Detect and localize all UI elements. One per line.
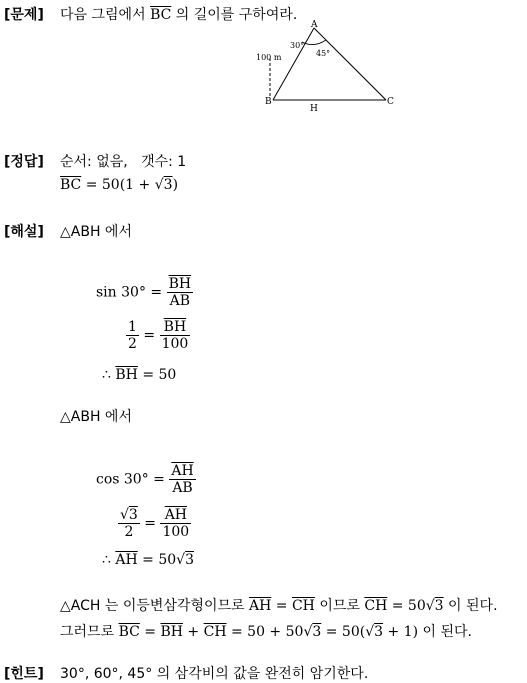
cos-lhs: cos 30° = (96, 471, 165, 488)
therefore-text-e: 이 된다. (422, 624, 472, 640)
answer-tag: [정답] (4, 154, 44, 170)
therefore-root3-b: 3 (374, 624, 384, 640)
answer-meta (60, 151, 186, 171)
half-numerator: 1 (128, 319, 137, 335)
answer-root3: 3 (163, 177, 173, 193)
answer-bc: $\overline{BC}$ (60, 177, 82, 193)
segment-bc: $\overline{BC}$ (150, 7, 172, 23)
isosceles-line: △ACH 는 이등변삼각형이므로 $\overline{AH} = \overline{CH}$ 이므로 $\overline{CH} = 50√3$ 이 된다. (60, 598, 498, 614)
ah-result-root3: 3 (185, 552, 194, 568)
answer-formula: $\overline{BC} = 50(1 + √3)$ (60, 177, 179, 193)
ah-result: ∴ $\overline{AH} = 50√3$ (102, 552, 194, 568)
triangle-figure (250, 18, 400, 118)
isosceles-text-a: △ACH 는 이등변삼각형이므로 (60, 598, 245, 614)
root3-half-fraction: $\frac{√3}{2}$ (120, 507, 138, 541)
bh-100-denominator: 100 (161, 336, 189, 353)
therefore-ch: $\overline{CH}$ (203, 624, 227, 640)
cos-equation (96, 463, 196, 496)
problem-text-before: 다음 그림에서 (60, 7, 146, 23)
therefore-root3-a: 3 (312, 624, 322, 640)
isosceles-ah: $\overline{AH}$ (249, 598, 272, 614)
sin-lhs: sin 30° = (96, 284, 163, 301)
half-fraction (126, 319, 139, 352)
ah-100-numerator: $\overline{AH}$ (164, 507, 188, 523)
isosceles-root3: 3 (434, 598, 444, 614)
therefore-symbol-1: ∴ (102, 367, 111, 383)
label-h: H (310, 104, 318, 114)
root3-equation: $\frac{√3}{2}$ = $\frac{\overline{AH}}{100}$ (120, 507, 190, 541)
hint-tag: [힌트] (4, 666, 44, 682)
label-c: C (387, 97, 394, 107)
bh-result-value: = 50 (142, 367, 177, 383)
therefore-sum: = 50 + 50 (230, 624, 304, 640)
label-b: B (265, 97, 272, 107)
therefore-text-a: 그러므로 (60, 624, 115, 640)
bh-result (102, 367, 176, 383)
therefore-symbol-2: ∴ (102, 552, 111, 568)
root3-numerator: 3 (128, 507, 138, 523)
ah-result-label: $\overline{AH}$ (115, 552, 138, 568)
angle-30-label: 30° (290, 41, 305, 50)
therefore-bh: $\overline{BH}$ (160, 624, 183, 640)
ah-100-fraction (160, 507, 191, 540)
hint-text: 30°, 60°, 45° 의 삼각비의 값을 완전히 암기한다. (60, 666, 369, 682)
bh-100-fraction (160, 319, 191, 352)
root3-denominator: 2 (124, 524, 134, 541)
side-length-label: 100 m (256, 53, 282, 62)
cos-fraction (169, 463, 195, 496)
therefore-plus-one: + 1) (387, 624, 419, 640)
ah-100-denominator: 100 (162, 524, 190, 541)
angle-45-label: 45° (316, 49, 331, 58)
answer-order: 순서: 없음, (60, 154, 128, 170)
isosceles-ch-2: $\overline{CH}$ (364, 598, 388, 614)
therefore-line: 그러므로 $\overline{BC} = \overline{BH} + \overline{CH} = 50 + 50√3 = 50(√3 + 1)$ 이 된다. (60, 624, 472, 640)
answer-count: 갯수: 1 (141, 154, 187, 170)
answer-value-prefix: = 50(1 + (81, 177, 155, 193)
half-denominator: 2 (128, 336, 137, 353)
problem-text-after: 의 길이를 구하여라. (175, 7, 298, 23)
bh-result-label: $\overline{BH}$ (115, 367, 138, 383)
solution-tag: [해설] (4, 224, 44, 240)
sin-denominator-ab: AB (169, 293, 191, 310)
bh-100-numerator: $\overline{BH}$ (163, 319, 187, 335)
therefore-bc: $\overline{BC}$ (118, 624, 140, 640)
isosceles-text-b: 이므로 (319, 598, 360, 614)
side-ac (314, 28, 386, 100)
solution-triangle-2: △ABH 에서 (60, 409, 132, 425)
sin-numerator-bh: $\overline{BH}$ (168, 276, 192, 292)
ah-result-value: = 50 (142, 552, 177, 568)
sin-equation (96, 276, 193, 309)
cos-denominator-ab: AB (172, 480, 193, 497)
side-ab (273, 28, 314, 100)
problem-tag: [문제] (4, 7, 44, 23)
isosceles-text-d: 이 된다. (448, 598, 498, 614)
solution-triangle-1: △ABH 에서 (60, 224, 132, 240)
isosceles-value: = 50 (391, 598, 426, 614)
answer-value-suffix: ) (172, 177, 179, 193)
cos-numerator-ah: $\overline{AH}$ (171, 463, 194, 479)
label-a: A (311, 20, 318, 30)
isosceles-ch: $\overline{CH}$ (291, 598, 315, 614)
half-equation: $\frac{1}{2}$ = $\frac{\overline{BH}}{100}$ (128, 319, 189, 353)
sin-fraction (167, 276, 194, 309)
therefore-factored: = 50( (325, 624, 366, 640)
